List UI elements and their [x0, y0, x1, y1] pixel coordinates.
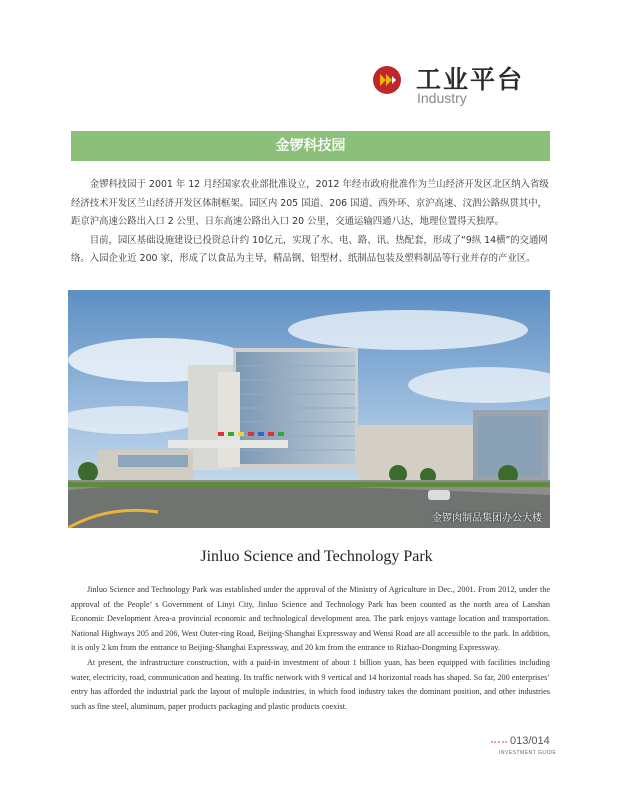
office-building-photo — [68, 290, 550, 528]
park-banner-title: 金锣科技园 — [275, 138, 346, 154]
english-paragraph: Jinluo Science and Technology Park was established under the approval of the Ministry of Agriculture in Dec., 2001. From 2012, under the approval of the People’ s Government of Linyi City, Jinluo Science and Technology Park has been counted as the north area of Lanshan Economic Development Area-a provincial economic and technological development area. The park enjoys vantage location and transportation. National Highways 205 and 206, West Outer-ring Road, Beijing-Shanghai Expressway and Wensi Road are all accessible to the park. In addition, it is only 2 km from the entrance to Beijing-Shanghai Expressway, and 20 km from the entrance to Rizhao-Dongming Expressway. — [71, 585, 550, 653]
dotted-line-icon — [491, 741, 507, 745]
page-number: 013/014 — [510, 735, 550, 747]
chinese-paragraph: 目前，园区基础设施建设已投资总计约 10亿元，实现了水、电、路、讯、热配套，形成了“9纵 14横”的交通网络。入园企业近 200 家，形成了以食品为主导，精品钢、铝型材、纸制品包装及塑料制品等行业并存的产业区。 — [71, 234, 548, 264]
park-banner — [71, 131, 550, 161]
english-body — [71, 583, 550, 714]
building-illustration — [68, 290, 550, 528]
section-header — [372, 58, 572, 110]
guide-label: INVESTMENT GUIDE — [499, 750, 557, 756]
section-subtitle: Industry — [417, 90, 467, 106]
arrow-badge-icon — [372, 65, 402, 95]
chinese-body — [71, 176, 550, 269]
photo-caption: 金锣肉制品集团办公大楼 — [432, 513, 542, 524]
section-title: 工业平台 — [416, 65, 525, 94]
english-paragraph: At present, the infrastructure construction, with a paid-in investment of about 1 billion yuan, has been equipped with facilities including water, electricity, road, communication and heating. Its traffic network with 9 vertical and 14 horizontal roads has shaped. So far, 200 enterprises’ entry has afforded the industrial park the layout of multiple industries, in which food industry takes the dominant position, and other industries such as fine steel, aluminum, paper products packaging and plastic products coexist. — [71, 657, 550, 711]
english-title: Jinluo Science and Technology Park — [200, 548, 433, 565]
chinese-paragraph: 金锣科技园于 2001 年 12 月经国家农业部批准设立，2012 年经市政府批准作为兰山经济开发区北区纳入省级经济技术开发区兰山经济开发区体制框架。园区内 205 国道、206 国道、西外环、京沪高速、汶泗公路纵贯其中，距京沪高速公路出入口 2 公里、日东高速公路出入口 20 公里，交通运输四通八达，地理位置得天独厚。 — [71, 179, 549, 227]
